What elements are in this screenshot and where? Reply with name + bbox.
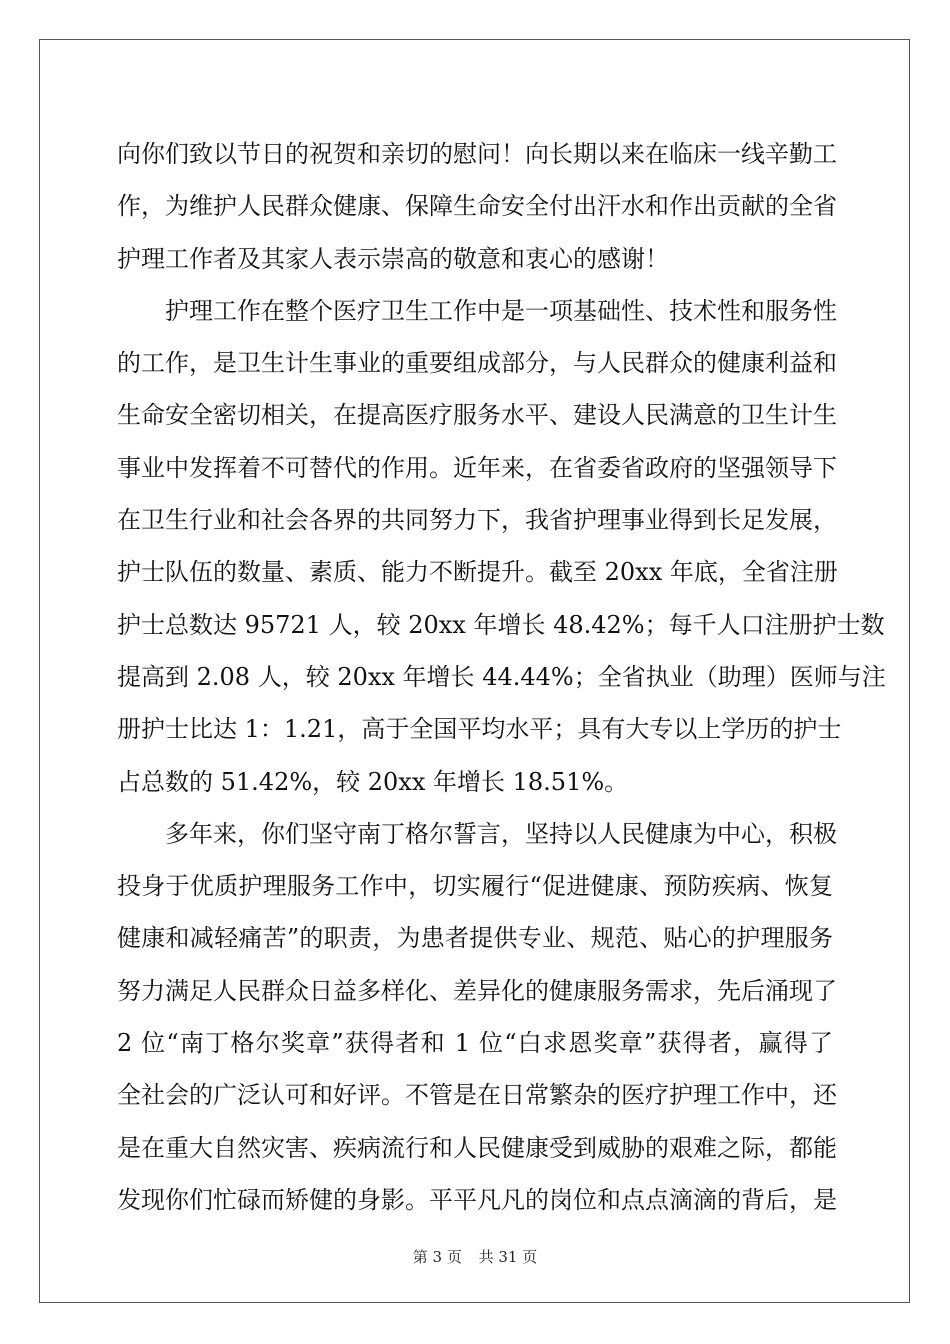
text-line: 护士队伍的数量、素质、能力不断提升。截至 20xx 年底，全省注册 <box>117 558 838 587</box>
text-line: 护理工作在整个医疗卫生工作中是一项基础性、技术性和服务性 <box>117 296 837 325</box>
text-line: 投身于优质护理服务工作中，切实履行“促进健康、预防疾病、恢复 <box>117 872 833 901</box>
text-line: 生命安全密切相关，在提高医疗服务水平、建设人民满意的卫生计生 <box>117 401 837 430</box>
text-line: 发现你们忙碌而矫健的身影。平平凡凡的岗位和点点滴滴的背后，是 <box>117 1185 837 1214</box>
text-line: 提高到 2.08 人，较 20xx 年增长 44.44%；全省执业（助理）医师与注 <box>117 662 886 691</box>
text-line: 努力满足人民群众日益多样化、差异化的健康服务需求，先后涌现了 <box>117 976 837 1005</box>
text-line: 占总数的 51.42%，较 20xx 年增长 18.51%。 <box>117 767 629 796</box>
text-line: 多年来，你们坚守南丁格尔誓言，坚持以人民健康为中心，积极 <box>117 819 837 848</box>
text-line: 健康和减轻痛苦”的职责，为患者提供专业、规范、贴心的护理服务 <box>117 924 833 953</box>
document-body <box>117 128 886 1226</box>
page-footer <box>0 1246 950 1267</box>
text-line: 护士总数达 95721 人，较 20xx 年增长 48.42%；每千人口注册护士数 <box>117 610 885 639</box>
text-line: 册护士比达 1：1.21，高于全国平均水平；具有大专以上学历的护士 <box>117 715 842 744</box>
text-line: 2 位“南丁格尔奖章”获得者和 1 位“白求恩奖章”获得者，赢得了 <box>117 1029 833 1058</box>
text-line: 在卫生行业和社会各界的共同努力下，我省护理事业得到长足发展， <box>117 506 837 535</box>
text-line: 事业中发挥着不可替代的作用。近年来，在省委省政府的坚强领导下 <box>117 453 837 482</box>
text-line: 全社会的广泛认可和好评。不管是在日常繁杂的医疗护理工作中，还 <box>117 1081 837 1110</box>
text-line: 向你们致以节日的祝贺和亲切的慰问！向长期以来在临床一线辛勤工 <box>117 140 837 168</box>
page-number: 第 3 页 <box>412 1248 462 1266</box>
text-line: 护理工作者及其家人表示崇高的敬意和衷心的感谢！ <box>117 244 669 273</box>
text-line: 是在重大自然灾害、疾病流行和人民健康受到威胁的艰难之际，都能 <box>117 1133 837 1162</box>
text-line: 作，为维护人民群众健康、保障生命安全付出汗水和作出贡献的全省 <box>117 192 837 221</box>
text-line: 的工作，是卫生计生事业的重要组成部分，与人民群众的健康利益和 <box>117 349 837 378</box>
total-pages: 共 31 页 <box>478 1248 538 1266</box>
